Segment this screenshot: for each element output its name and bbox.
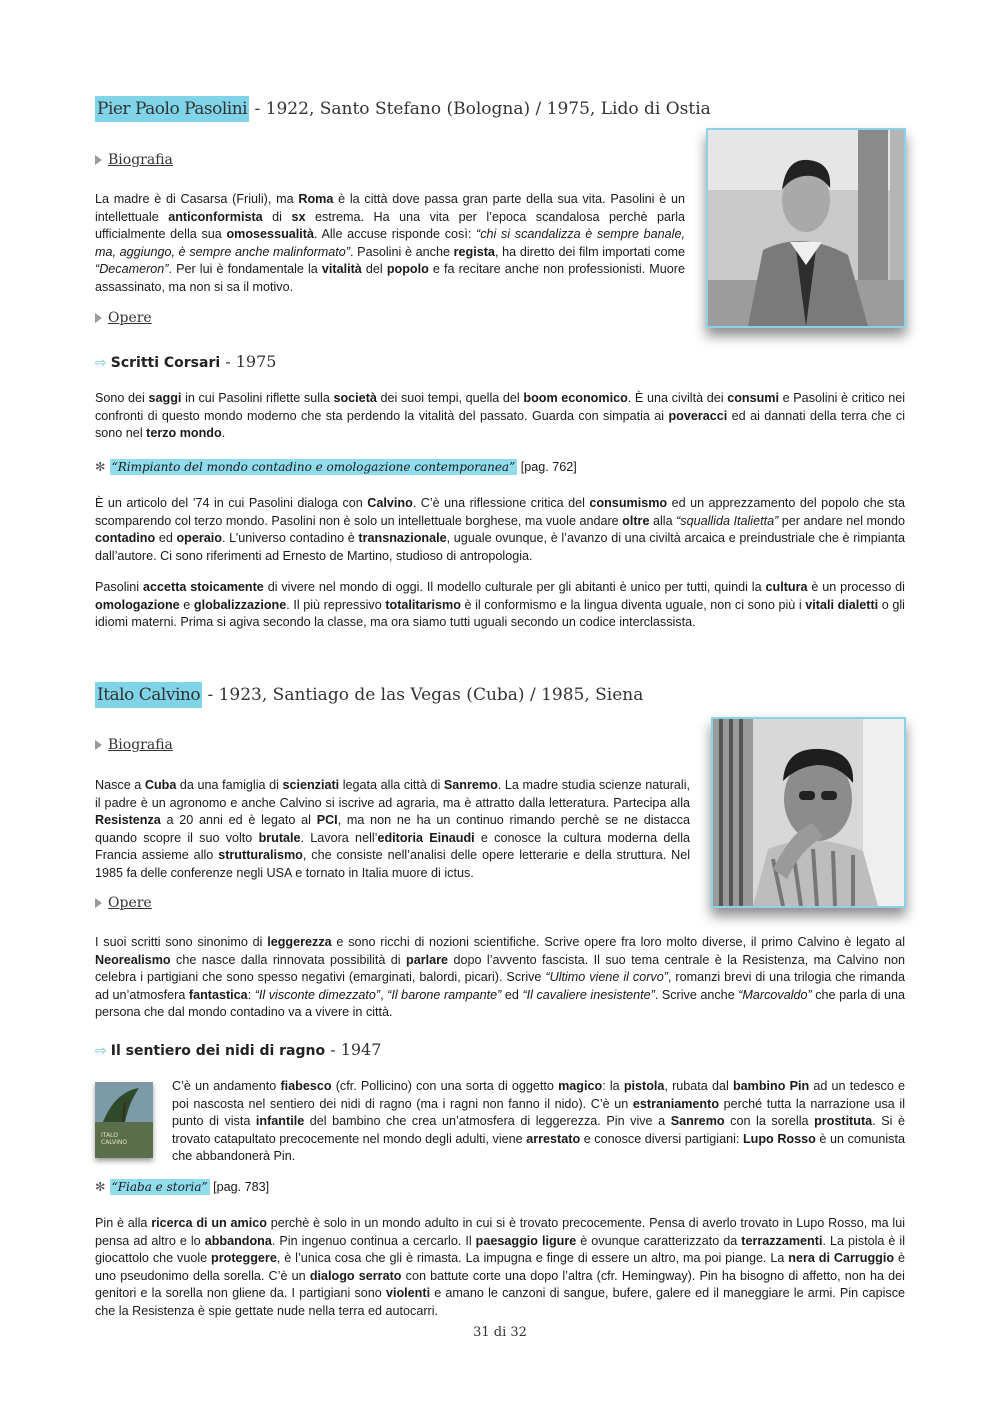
calvino-dates: - 1923, Santiago de las Vegas (Cuba) / 1985, Siena <box>202 685 644 705</box>
pasolini-dates: - 1922, Santo Stefano (Bologna) / 1975, Lido di Ostia <box>249 99 711 119</box>
pasolini-bio-subheading <box>95 152 173 168</box>
pasolini-bio-paragraph: La madre è di Casarsa (Friuli), ma Roma è la città dove passa gran parte della sua vita. Pasolini è un intellettuale anticonformista di sx estrema. Ha una vita per l’epoca scandalosa perchè parla ufficialmente della sua omosessualità. Alle accuse risponde così: “chi si scandalizza è sempre banale, ma, aggiungo, è sempre anche malinformato”. Pasolini è anche regista, ha diretto dei film importati come “Decameron”. Per lui è fondamentale la vitalità del popolo e fa recitare anche non professionisti. Muore assassinato, ma non si sa il motivo. <box>95 192 686 294</box>
pasolini-name: Pier Paolo Pasolini <box>95 96 249 122</box>
pasolini-works-subheading <box>95 310 152 326</box>
calvino-work-paragraph: C’è un andamento fiabesco (cfr. Pollicino) con una sorta di oggetto magico: la pistola, rubata dal bambino Pin ad un tedesco e poi nascosta nel sentiero dei nidi di ragno (ma i ragni non fanno il nido). C’è un estraniamento perché tutta la narrazione usa il punto di vista infantile del bambino che crea un’atmosfera di leggerezza. Pin vive a Sanremo con la sorella prostituta. Si è trovato catapultato precocemente nel mondo degli adulti, viene arrestato e conosce diversi partigiani: Lupo Rosso è un comunista che abbandonerà Pin. <box>172 1079 906 1163</box>
calvino-friend-paragraph: Pin è alla ricerca di un amico perchè è solo in un mondo adulto in cui si è trovato precocemente. Pensa di averlo trovato in Lupo Rosso, ma lui pensa ad altro e lo abbandona. Pin ingenuo continua a cercarlo. Il paesaggio ligure è ovunque caratterizzato da terrazzamenti. La pistola è il giocattolo che vuole proteggere, è l’unica cosa che gli è rimasta. La impugna e finge di essere un altro, ma poi piange. La nera di Carruggio è uno pseudonimo della sorella. C’è un dialogo serrato con battute corte una dopo l’altra (cfr. Hemingway). Pin ha bisogno di affetto, non ha dei genitori e la sorella non gliene da. I partigiani sono violenti e amano le canzoni di sangue, bufere, galere ed il maneggiare le armi. Pin capisce che la Resistenza è spie gettate nude nella terra ed autocarri. <box>95 1216 906 1318</box>
book-cover-image <box>95 1082 153 1158</box>
pasolini-work-heading <box>95 352 276 371</box>
triangle-bullet-icon <box>95 313 102 323</box>
pasolini-reference <box>95 459 577 474</box>
calvino-reference <box>95 1179 269 1194</box>
triangle-bullet-icon <box>95 155 102 165</box>
pasolini-ref-page: [pag. 762] <box>517 460 577 474</box>
triangle-bullet-icon <box>95 740 102 750</box>
calvino-work-heading <box>95 1040 381 1059</box>
calvino-heading <box>95 685 643 705</box>
calvino-bio-subheading <box>95 737 173 753</box>
calvino-name: Italo Calvino <box>95 682 202 708</box>
asterisk-icon: ✻ <box>95 1180 106 1194</box>
calvino-bio-paragraph: Nasce a Cuba da una famiglia di scienziati legata alla città di Sanremo. La madre studia scienze naturali, il padre è un agronomo e anche Calvino si iscrive ad agraria, ma è attratto dalla letteratura. Partecipa alla Resistenza a 20 anni ed è legato al PCI, ma non ne ha un continuo rimando perchè se ne distacca quando scopre il suo volto brutale. Lavora nell’editoria Einaudi e conosce la cultura moderna della Francia assieme allo strutturalismo, che consiste nell’analisi delle opere letterarie e della struttura. Nel 1985 fa delle conferenze negli USA e tornato in Italia muore di ictus. <box>95 778 691 880</box>
calvino-work-title: Il sentiero dei nidi di ragno <box>110 1043 326 1059</box>
pasolini-work-paragraph: Sono dei saggi in cui Pasolini riflette sulla società dei suoi tempi, quella del boom economico. È una civiltà dei consumi e Pasolini è critico nei confronti di questo mondo moderno che sta perdendo la vitalità del passato. Guarda con simpatia ai poveracci ed ai dannati della terra che ci sono nel terzo mondo. <box>95 391 906 440</box>
calvino-works-subheading <box>95 895 152 911</box>
asterisk-icon: ✻ <box>95 460 106 474</box>
calvino-ref-page: [pag. 783] <box>209 1180 270 1194</box>
arrow-right-icon: ⇨ <box>95 355 107 371</box>
calvino-portrait-image <box>713 719 904 906</box>
pasolini-bio-label: Biografia <box>108 152 173 168</box>
pasolini-heading <box>95 99 711 119</box>
pasolini-photo <box>706 128 906 328</box>
pasolini-article-paragraph: È un articolo del ’74 in cui Pasolini dialoga con Calvino. C’è una riflessione critica del consumismo ed un apprezzamento del popolo che sta scomparendo col terzo mondo. Pasolini non è solo un intellettuale borghese, ma vuole andare oltre alla “squallida Italietta” per andare nel mondo contadino ed operaio. L’universo contadino è transnazionale, uguale ovunque, è l’avanzo di una civiltà arcaica e preindustriale che è rimpianta dall’autore. Ci sono riferimenti ad Ernesto de Martino, studioso di antropologia. <box>95 496 906 563</box>
calvino-work-year: - 1947 <box>325 1040 382 1059</box>
pasolini-works-label: Opere <box>108 310 152 326</box>
calvino-works-paragraph: I suoi scritti sono sinonimo di leggerezza e sono ricchi di nozioni scientifiche. Scrive opere fra loro molto diverse, il primo Calvino è legato al Neorealismo che nasce dalla rinnovata possibilità di parlare dopo l’avvento fascista. Il suo tema centrale è la Resistenza, ma Calvino non celebra i partigiani che sono spesso negativi (emarginati, balordi, picari). Scrive “Ultimo viene il corvo”, romanzi brevi di una trilogia che rimanda ad un’atmosfera fantastica: “Il visconte dimezzato”, “Il barone rampante” ed “Il cavaliere inesistente”. Scrive anche “Marcovaldo” che parla di una persona che dal mondo contadino va a vivere in città. <box>95 935 906 1019</box>
calvino-photo <box>711 717 906 908</box>
page-number: 31 di 32 <box>473 1325 527 1340</box>
triangle-bullet-icon <box>95 898 102 908</box>
pasolini-ref-quote: “Rimpianto del mondo contadino e omologazione contemporanea” <box>111 460 516 474</box>
book-cover-text-line2: CALVINO <box>101 1139 128 1146</box>
pasolini-work-title: Scritti Corsari <box>110 355 221 371</box>
calvino-works-label: Opere <box>108 895 152 911</box>
pasolini-stoic-paragraph: Pasolini accetta stoicamente di vivere nel mondo di oggi. Il modello culturale per gli abitanti è unico per tutti, quindi la cultura è un processo di omologazione e globalizzazione. Il più repressivo totalitarismo è il conformismo e la lingua diventa uguale, non ci sono più i vitali dialetti o gli idiomi materni. Prima si agiva secondo la classe, ma ora siamo tutti uguali secondo un codice interclassista. <box>95 580 905 629</box>
calvino-bio-label: Biografia <box>108 737 173 753</box>
pasolini-portrait-image <box>708 130 904 326</box>
book-cover-art <box>95 1082 153 1158</box>
book-cover-text-line1: ITALO <box>101 1132 118 1139</box>
pasolini-work-year: - 1975 <box>220 352 277 371</box>
arrow-right-icon: ⇨ <box>95 1043 107 1059</box>
calvino-ref-quote: “Fiaba e storia” <box>111 1180 208 1194</box>
